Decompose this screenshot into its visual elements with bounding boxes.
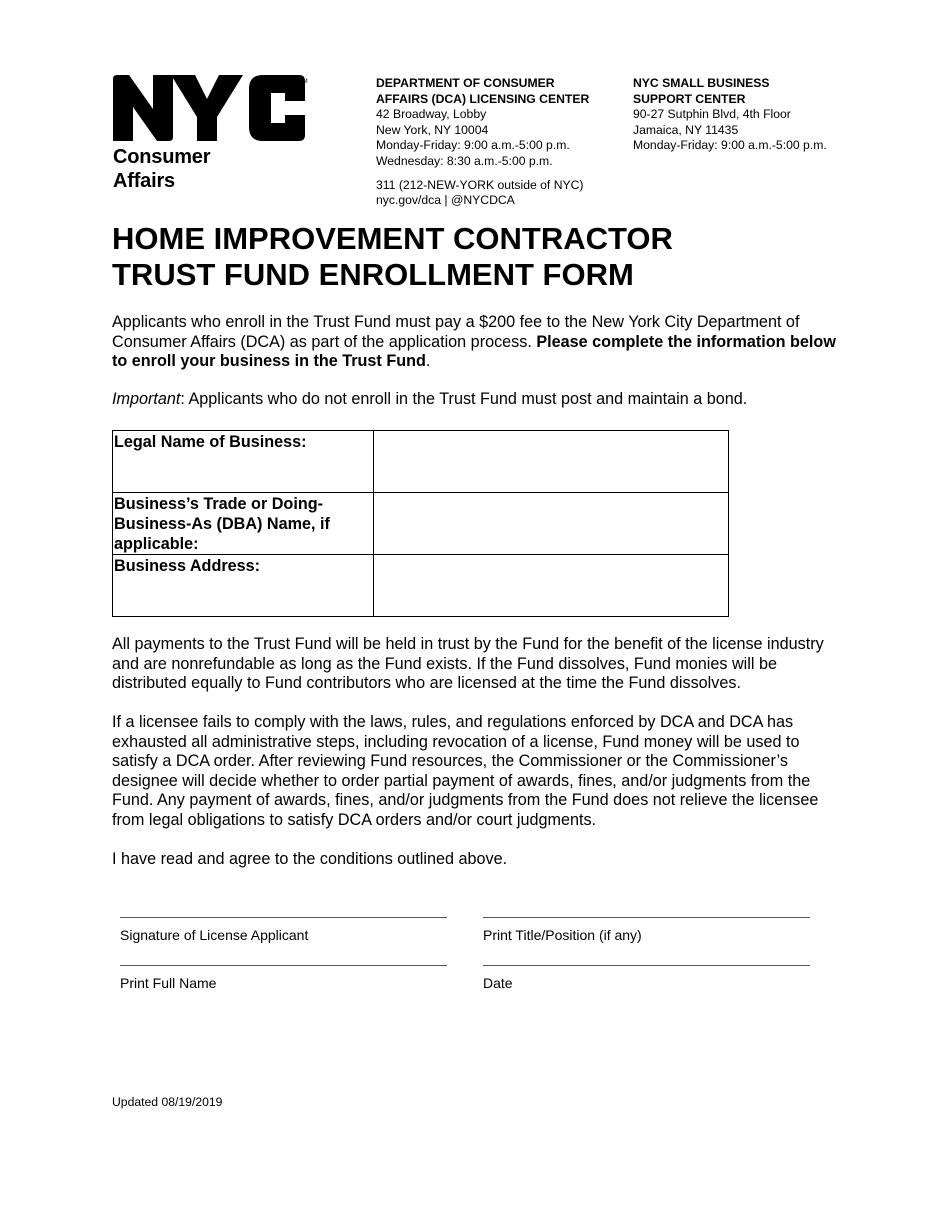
sbs-heading-line1: NYC SMALL BUSINESS [633,76,770,90]
important-label: Important [112,390,181,408]
nyc-consumer-affairs-logo [113,75,308,193]
table-row [113,555,729,617]
dba-name-label: Business’s Trade or Doing- Business-As (DBA) Name, if applicable: [113,493,374,555]
dca-web: nyc.gov/dca | @NYCDCA [376,193,515,208]
full-name-line [120,965,447,975]
title-position-line [483,917,810,927]
dca-heading-line1: DEPARTMENT OF CONSUMER [376,76,555,90]
intro-paragraph [112,313,847,372]
intro-end: . [425,352,431,371]
dca-address-line2: New York, NY 10004 [376,122,489,137]
table-row [113,431,729,493]
date-line [483,965,810,975]
sbs-center-block [633,76,893,154]
form-title-line1: HOME IMPROVEMENT CONTRACTOR [112,221,673,256]
agreement-statement: I have read and agree to the conditions outlined above. [112,850,508,868]
date-field[interactable] [483,965,810,991]
dba-name-input[interactable] [374,493,728,553]
signature-field[interactable] [120,917,447,943]
dca-phone: 311 (212-NEW-YORK outside of NYC) [376,177,584,192]
important-text: : Applicants who do not enroll in the Trust Fund must post and maintain a bond. [180,390,748,408]
signature-label: Signature of License Applicant [120,927,309,943]
enrollment-table [112,430,729,617]
full-name-label: Print Full Name [120,975,217,991]
dca-hours-line1: Monday-Friday: 9:00 a.m.-5:00 p.m. [376,138,570,153]
compliance-paragraph: If a licensee fails to comply with the laws, rules, and regulations enforced by DCA and DCA has exhausted all administrative steps, including revocation of a license, Fund money will be used to satisfy a DCA order. After reviewing Fund resources, the Commissioner or the Commissioner’s designee will decide whether to order partial payment of awards, fines, and/or judgments from the Fund. Any payment of awards, fines, and/or judgments from the Fund does not relieve the licensee from legal obligations to satisfy DCA orders and/or court judgments. [112,713,819,829]
dca-heading-line2: AFFAIRS (DCA) LICENSING CENTER [376,91,590,106]
dca-hours-line2: Wednesday: 8:30 a.m.-5:00 p.m. [376,153,553,168]
dca-licensing-center-block [376,76,616,209]
table-row [113,493,729,555]
intro-bold-text: Please complete the information below to enroll your business in the Trust Fund [112,332,836,371]
title-position-label: Print Title/Position (if any) [483,927,642,943]
signature-line [120,917,447,927]
form-title-line2: TRUST FUND ENROLLMENT FORM [112,257,634,292]
business-address-cell [373,555,728,617]
dba-name-cell [373,493,728,555]
full-name-field[interactable] [120,965,447,991]
legal-name-input[interactable] [374,431,728,491]
sbs-heading-line2: SUPPORT CENTER [633,91,746,106]
form-title [112,221,832,293]
sbs-address-line2: Jamaica, NY 11435 [633,122,739,137]
legal-name-label: Legal Name of Business: [113,431,374,493]
sbs-hours: Monday-Friday: 9:00 a.m.-5:00 p.m. [633,138,827,153]
logo-line-affairs: Affairs [113,170,175,192]
logo-line-consumer: Consumer [113,146,211,168]
legal-name-cell [373,431,728,493]
business-address-label: Business Address: [113,555,374,617]
updated-date: Updated 08/19/2019 [112,1095,223,1109]
sbs-address-line1: 90-27 Sutphin Blvd, 4th Floor [633,107,791,122]
dca-address-line1: 42 Broadway, Lobby [376,107,487,122]
important-note [112,390,847,410]
date-label: Date [483,975,513,991]
business-address-input[interactable] [374,555,728,615]
payments-paragraph: All payments to the Trust Fund will be held in trust by the Fund for the benefit of the license industry and are nonrefundable as long as the Fund exists. If the Fund dissolves, Fund monies will be distributed equally to Fund contributors who are licensed at the time the Fund dissolves. [112,635,824,693]
title-position-field[interactable] [483,917,810,943]
intro-text: Applicants who enroll in the Trust Fund must pay a $200 fee to the New York City Department of Consumer Affairs (DCA) as part of the application process. [112,313,800,351]
nyc-logo-mark [113,75,308,141]
svg-text:TM: TM [299,79,308,85]
